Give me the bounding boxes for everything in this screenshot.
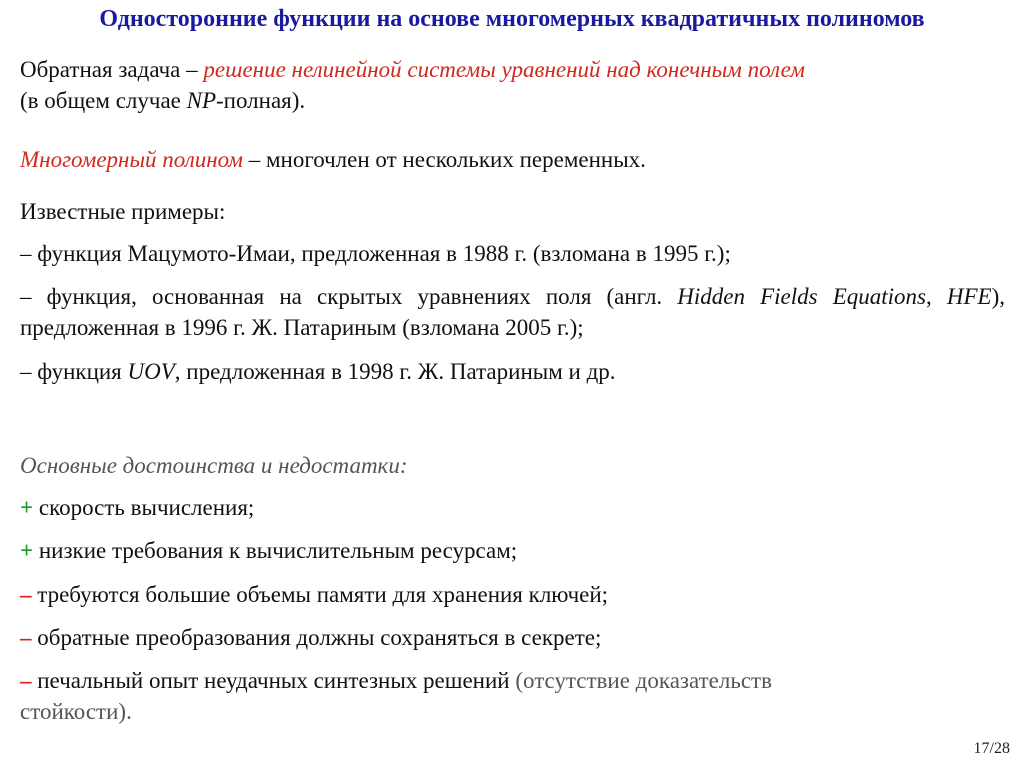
inverse-problem-note-pre: (в общем случае [20, 88, 187, 113]
polynomial-term: Многомерный полином [20, 147, 243, 172]
plus-sign: + [20, 495, 34, 520]
example-item-hfe [20, 281, 1005, 343]
plus-sign: + [20, 538, 34, 563]
con-item-experience-note: (отсутствие доказательств [515, 668, 772, 693]
con-item-secret-text: обратные преобразования должны сохраняться в секрете; [31, 625, 602, 650]
minus-sign: – [20, 668, 32, 693]
inverse-problem-lead: Обратная задача [20, 57, 181, 82]
example-uov-text-post: , предложенная в 1998 г. Ж. Патариным и др. [174, 359, 616, 384]
con-item-experience-text: печальный опыт неудачных синтезных решений [31, 668, 516, 693]
con-item-secret [20, 622, 1005, 653]
inverse-problem-line-1 [20, 54, 1005, 85]
minus-sign: – [20, 582, 32, 607]
con-item-experience-line-2: стойкости). [20, 699, 132, 724]
example-uov-text-pre: – функция [20, 359, 128, 384]
con-item-experience [20, 665, 1005, 727]
pro-item-resources [20, 535, 1005, 566]
np-term: NP [186, 88, 217, 113]
con-item-experience-line-1 [20, 665, 1005, 696]
polynomial-definition-text: – многочлен от нескольких переменных. [242, 147, 646, 172]
con-item-memory-text: требуются большие объемы памяти для хранения ключей; [31, 582, 609, 607]
pro-item-speed [20, 492, 1005, 523]
example-hfe-abbr: HFE [946, 284, 992, 309]
inverse-problem-emphasis: решение нелинейной системы уравнений над конечным полем [203, 57, 805, 82]
example-hfe-comma: , [926, 284, 947, 309]
con-item-memory [20, 579, 1005, 610]
inverse-problem-line-2 [20, 85, 1005, 116]
minus-sign: – [20, 625, 32, 650]
example-hfe-text-post: ), предложенная в 1996 г. Ж. Патариным (взломана 2005 г.); [20, 284, 1006, 340]
page-number: 17/28 [973, 740, 1010, 757]
slide-title: Односторонние функции на основе многомерных квадратичных полиномов [99, 6, 925, 32]
polynomial-definition [20, 144, 1005, 175]
pro-item-speed-text: скорость вычисления; [33, 495, 255, 520]
example-uov-abbr: UOV [127, 359, 175, 384]
inverse-problem-paragraph [20, 54, 1005, 116]
examples-heading: Известные примеры: [20, 199, 226, 224]
example-item-matsumoto-imai: – функция Мацумото-Имаи, предложенная в 1988 г. (взломана в 1995 г.); [20, 241, 731, 266]
pro-item-resources-text: низкие требования к вычислительным ресурсам; [33, 538, 518, 563]
example-hfe-english: Hidden Fields Equations [677, 284, 926, 309]
inverse-problem-dash: – [180, 57, 204, 82]
pros-cons-heading: Основные достоинства и недостатки: [20, 453, 408, 478]
inverse-problem-note-post: -полная). [216, 88, 306, 113]
example-item-uov [20, 356, 1005, 387]
example-hfe-text-pre: – функция, основанная на скрытых уравнениях поля (англ. [20, 284, 678, 309]
